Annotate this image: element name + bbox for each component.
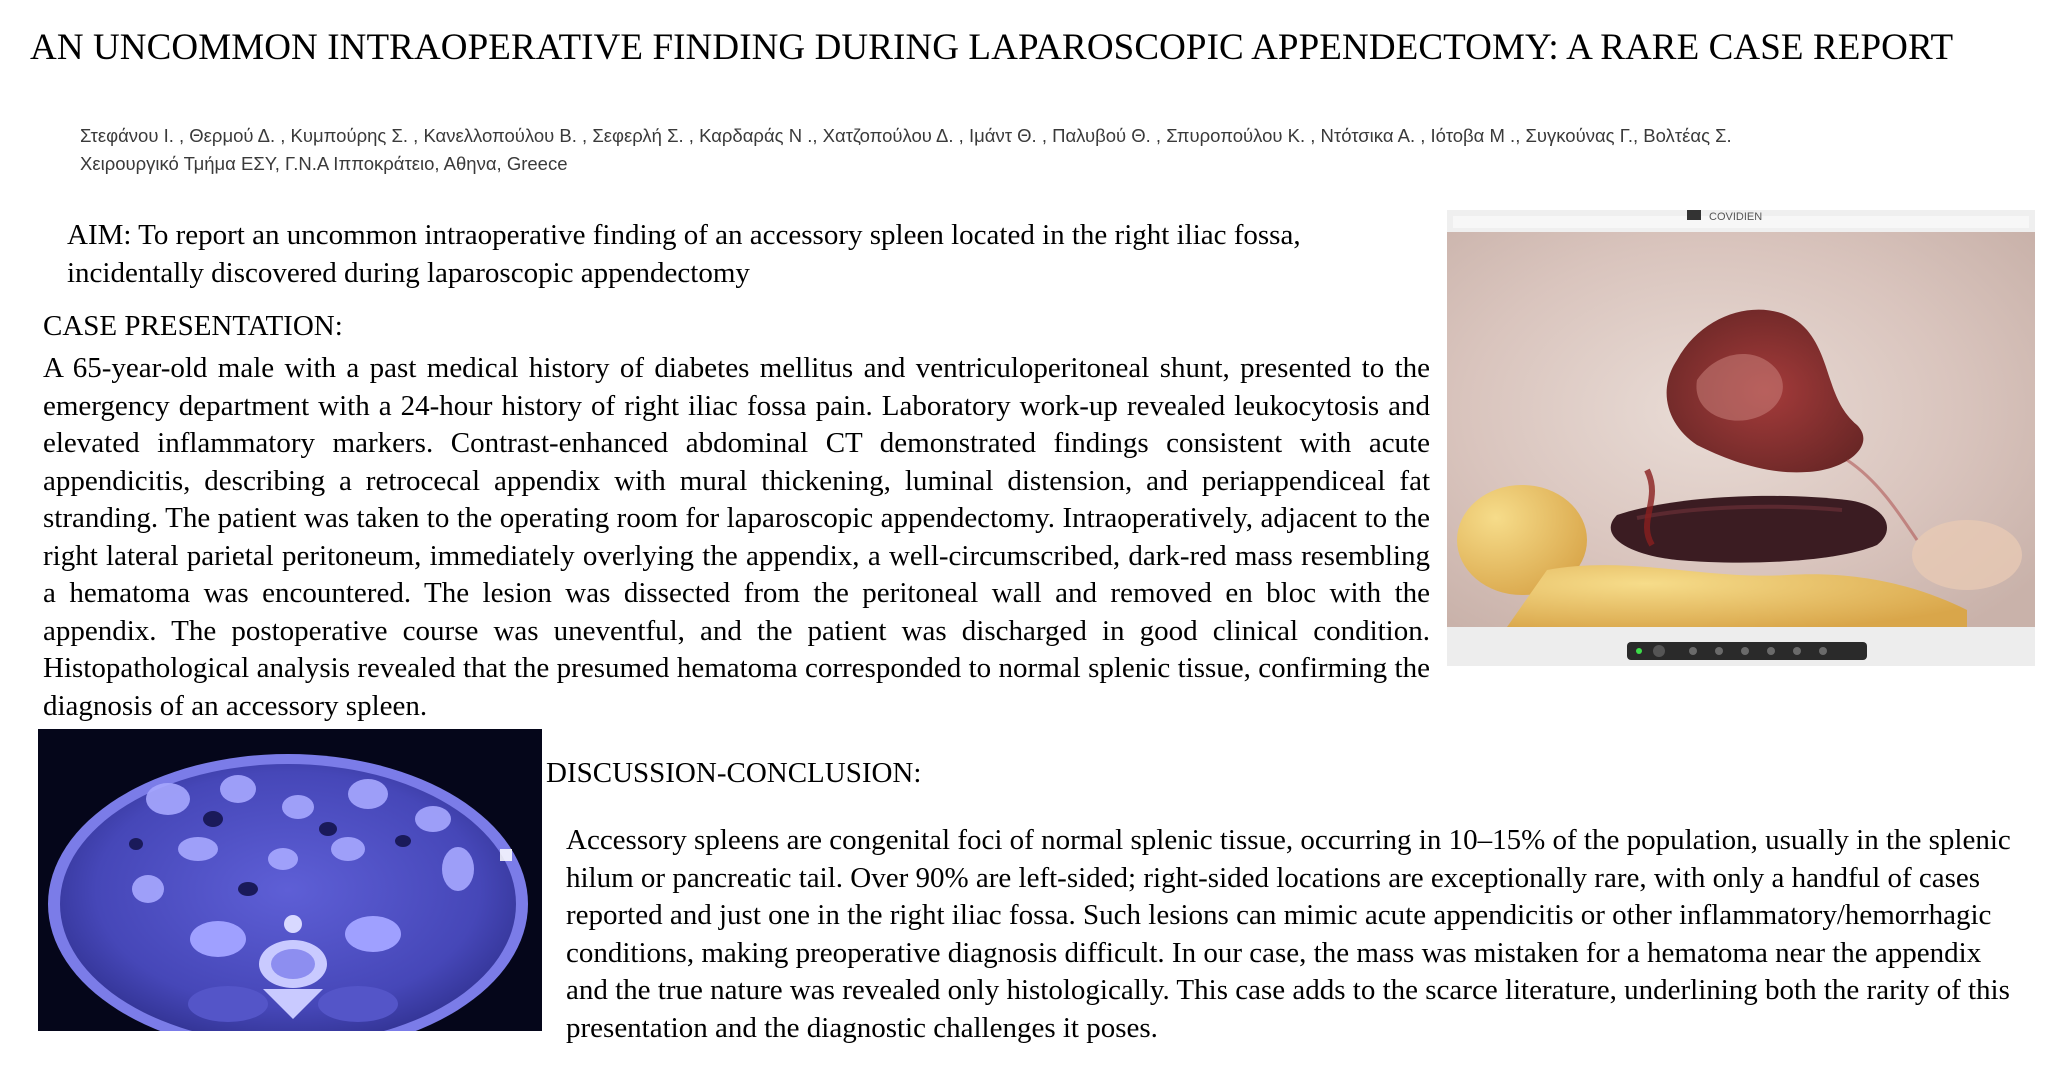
discussion-body: Accessory spleens are congenital foci of normal splenic tissue, occurring in 10–15% of the population, usually in the splenic hilum or pancreatic tail. Over 90% are left-sided; right-sided locations are exceptionally rare, with only a handful of cases reported and just one in the right iliac fossa. Such lesions can mimic acute appendicitis or other inflammatory/hemorrhagic conditions, making preoperative diagnosis difficult. In our case, the mass was mistaken for a hematoma near the appendix and the true nature was revealed only histologically. This case adds to the scarce literature, underlining both the rarity of this presentation and the diagnostic challenges it poses. [566,824,2011,1044]
discussion-heading: DISCUSSION-CONCLUSION: [546,757,922,789]
ct-scan-image [38,729,542,1031]
page-title: AN UNCOMMON INTRAOPERATIVE FINDING DURING LAPAROSCOPIC APPENDECTOMY: A RARE CASE REPORT [30,27,1954,68]
case-presentation-body: A 65-year-old male with a past medical history of diabetes mellitus and ventriculoperitoneal shunt, presented to the emergency department with a 24-hour history of right iliac fossa pain. Laboratory work-up revealed leukocytosis and elevated inflammatory markers. Contrast-enhanced abdominal CT demonstrated findings consistent with acute appendicitis, describing a retrocecal appendix with mural thickening, luminal distension, and periappendiceal fat stranding. The patient was taken to the operating room for laparoscopic appendectomy. Intraoperatively, adjacent to the right lateral parietal peritoneum, immediately overlying the appendix, a well-circumscribed, dark-red mass resembling a hematoma was encountered. The lesion was dissected from the peritoneal wall and removed en bloc with the appendix. The postoperative course was uneventful, and the patient was discharged in good clinical condition. Histopathological analysis revealed that the presumed hematoma corresponded to normal splenic tissue, confirming the diagnosis of an accessory spleen. [43,352,1430,722]
case-presentation-heading: CASE PRESENTATION: [43,310,343,342]
author-list: Στεφάνου Ι. , Θερμού Δ. , Κυμπούρης Σ. , Κανελλοπούλου Β. , Σεφερλή Σ. , Καρδαράς Ν ., Χατζοπούλου Δ. , Ιμάντ Θ. , Παλυβού Θ. , Σπυροπούλου Κ. , Ντότσικα Α. , Ιότοβα Μ ., Συγκούνας Γ., Βολτέας Σ. [80,125,1732,146]
monitor-logo: COVIDIEN [1709,211,1763,223]
aim-paragraph: AIM: To report an uncommon intraoperative finding of an accessory spleen located in the right iliac fossa, incidentally discovered during laparoscopic appendectomy [67,219,1301,289]
intraoperative-photo [1447,210,2035,666]
affiliation: Χειρουργικό Τμήμα ΕΣΥ, Γ.Ν.Α Ιπποκράτειο, Αθηνα, Greece [80,153,568,174]
author-block [80,122,1732,178]
